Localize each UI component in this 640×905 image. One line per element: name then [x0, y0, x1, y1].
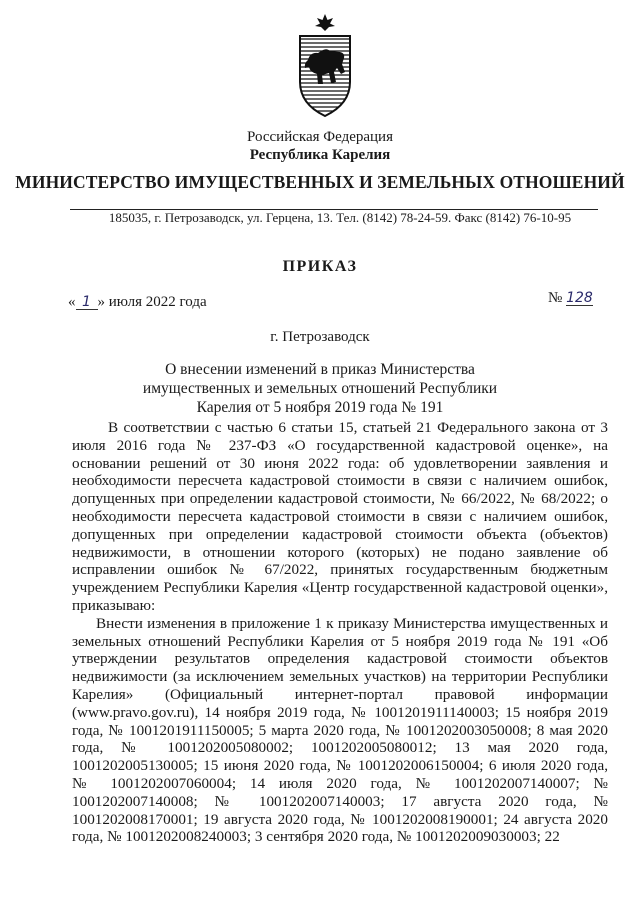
body-paragraph-1: В соответствии с частью 6 статьи 15, статьей 21 Федерального закона от 3 июля 2016 года № 237-ФЗ «О государственной кадастровой оценке», на основании решений от 30 июня 2022 года: об удовлетворении заявления и необходимости пересчета кадастровой стоимости в связи с наличием ошибок, допущенных при определении кадастровой стоимости, № 66/2022, № 68/2022; о необходимости пересчета кадастровой стоимости в связи с наличием ошибок, допущенных при определении кадастровой стоимости объекта (объектов) недвижимости, в отношении которого (которых) не подано заявление об исправлении ошибок № 67/2022, принятых государственным бюджетным учреждением Республики Карелия «Центр государственной кадастровой оценки», приказываю:: [72, 419, 608, 614]
order-city: г. Петрозаводск: [270, 329, 370, 345]
body-paragraph-2: Внести изменения в приложение 1 к приказу Министерства имущественных и земельных отношений Республики Карелия от 5 ноября 2019 года № 191 «Об утверждении результатов определения кадастровой стоимости объектов недвижимости (за исключением земельных участков) на территории Республики Карелия» (Официальный интернет-портал правовой информации (www.pravo.gov.ru), 14 ноября 2019 года, № 1001201911140003; 15 ноября 2019 года, № 1001201911150005; 5 марта 2020 года, № 1001202003050008; 8 мая 2020 года, № 1001202005080002; 1001202005080012; 13 мая 2020 года, 1001202005130005; 15 июня 2020 года, № 1001202006150004; 6 июля 2020 года, № 1001202007060004; 14 июля 2020 года, № 1001202007140007; № 1001202007140008; № 1001202007140003; 17 августа 2020 года, № 1001202008170001; 19 августа 2020 года, № 1001202008190001; 24 августа 2020 года, № 1001202008240003; 3 сентября 2020 года, № 1001202009030003; 22: [72, 614, 608, 846]
republic-label: Республика Карелия: [249, 147, 391, 163]
number-prefix: №: [548, 290, 563, 306]
order-date: [68, 294, 207, 311]
number-handwritten: 128: [566, 290, 593, 306]
date-month-year: » июля 2022 года: [97, 294, 207, 310]
order-subject: [120, 360, 520, 417]
federation-label: Российская Федерация: [247, 129, 393, 145]
order-subject-text: О внесении изменений в приказ Министерства имущественных и земельных отношений Республики Карелия от 5 ноября 2019 года № 191: [142, 361, 498, 416]
karelia-coat-of-arms-icon: [296, 12, 354, 120]
date-day-handwritten: 1: [76, 295, 98, 310]
document-title: ПРИКАЗ: [282, 258, 358, 275]
ministry-address: 185035, г. Петрозаводск, ул. Герцена, 13. Тел. (8142) 78-24-59. Факс (8142) 76-10-95: [108, 210, 572, 225]
order-body: [72, 419, 608, 846]
order-number: [548, 290, 593, 307]
date-open-quote: «: [68, 294, 76, 310]
ministry-title: МИНИСТЕРСТВО ИМУЩЕСТВЕННЫХ И ЗЕМЕЛЬНЫХ ОТНОШЕНИЙ: [15, 172, 625, 192]
